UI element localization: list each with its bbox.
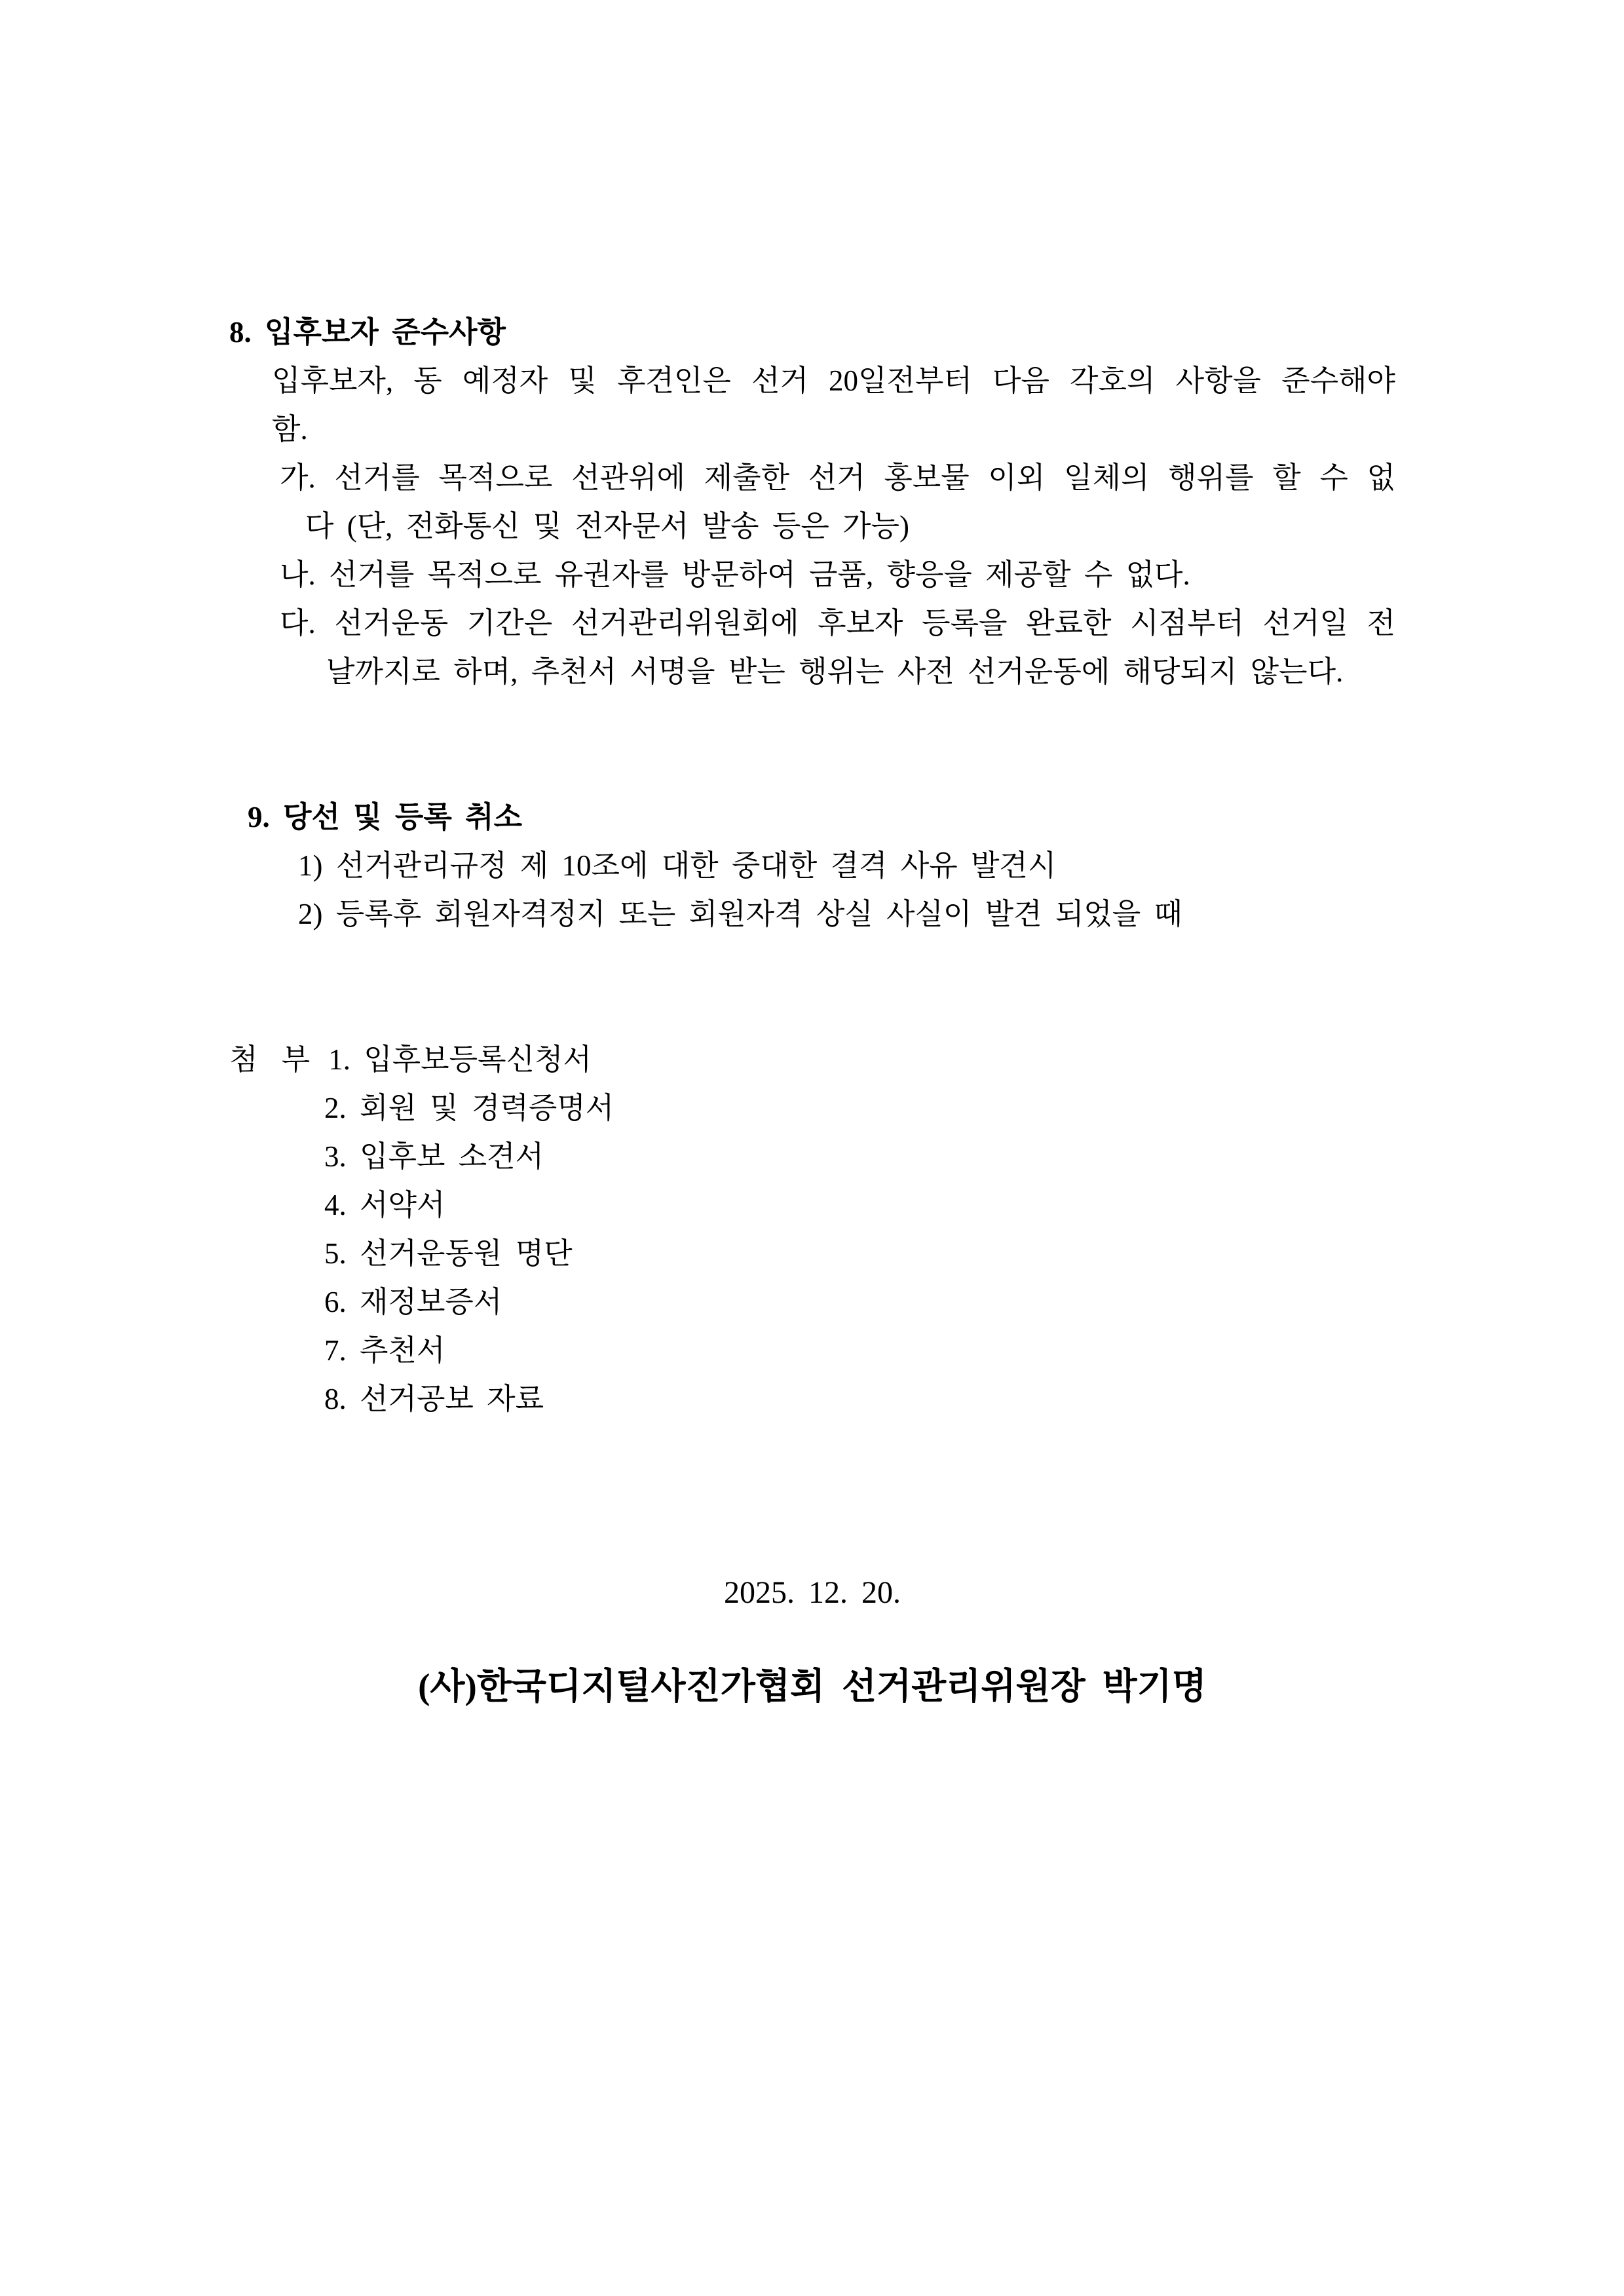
item-da-marker: 다.	[280, 607, 316, 640]
item-na-marker: 나.	[280, 558, 316, 591]
attachments-label: 첨 부	[229, 1043, 316, 1076]
item-na-text: 선거를 목적으로 유권자를 방문하여 금품, 향응을 제공할 수 없다.	[328, 558, 1190, 591]
attachment-item-7: 7. 추천서	[324, 1334, 445, 1367]
section-8-heading: 8. 입후보자 준수사항	[229, 316, 506, 349]
attachment-item-4: 4. 서약서	[324, 1189, 445, 1221]
section-8-item-ga-line-1	[280, 453, 1395, 502]
attachment-item-1: 1. 입후보등록신청서	[328, 1043, 592, 1076]
attachment-item-2: 2. 회원 및 경력증명서	[324, 1092, 614, 1124]
document-date: 2025. 12. 20.	[724, 1575, 901, 1610]
section-9-item-1: 1) 선거관리규정 제 10조에 대한 중대한 결격 사유 발견시	[298, 849, 1057, 882]
section-9-item-2: 2) 등록후 회원자격정지 또는 회원자격 상실 사실이 발견 되었을 때	[298, 898, 1182, 930]
attachment-item-8: 8. 선거공보 자료	[324, 1383, 544, 1415]
section-8-intro-line-1: 입후보자, 동 예정자 및 후견인은 선거 20일전부터 다음 각호의 사항을 준수해야	[272, 364, 1395, 397]
item-ga-text: 선거를 목적으로 선관위에 제출한 선거 홍보물 이외 일체의 행위를 할 수 없	[334, 461, 1396, 494]
attachment-item-6: 6. 재정보증서	[324, 1286, 502, 1318]
section-8-intro-line-2: 함.	[272, 413, 308, 446]
attachment-item-5: 5. 선거운동원 명단	[324, 1237, 573, 1270]
item-da-text: 선거운동 기간은 선거관리위원회에 후보자 등록을 완료한 시점부터 선거일 전	[334, 607, 1396, 640]
section-8-item-ga-line-2: 다 (단, 전화통신 및 전자문서 발송 등은 가능)	[305, 510, 909, 543]
section-8-item-da-line-2: 날까지로 하며, 추천서 서명을 받는 행위는 사전 선거운동에 해당되지 않는다.	[326, 655, 1344, 688]
section-8-item-na-line-1	[280, 550, 1395, 599]
section-9-heading: 9. 당선 및 등록 취소	[248, 801, 523, 833]
attachment-item-3: 3. 입후보 소견서	[324, 1140, 544, 1173]
document-content	[229, 308, 1395, 1713]
section-8-item-da-line-1	[280, 599, 1395, 647]
attachments-row-1	[229, 1035, 1395, 1084]
signature-line: (사)한국디지털사진가협회 선거관리위원장 박기명	[418, 1666, 1207, 1706]
item-ga-marker: 가.	[280, 461, 316, 494]
